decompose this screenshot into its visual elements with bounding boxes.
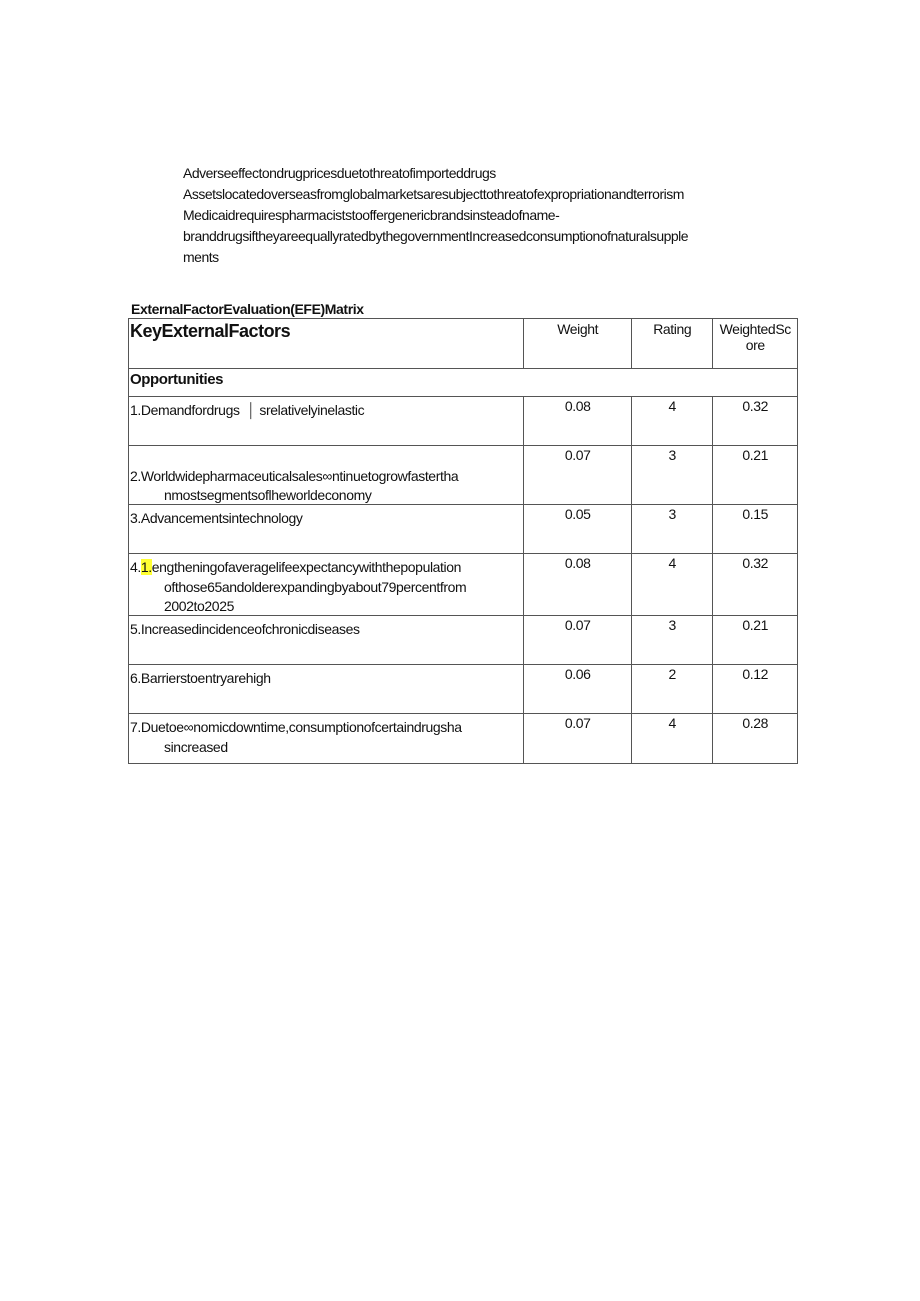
score-cell: 0.21: [713, 446, 798, 505]
section-row: [129, 369, 798, 397]
factor-cell: [129, 714, 524, 764]
factor-number: 4.: [130, 559, 141, 575]
factor-cell: 3.Advancementsintechnology: [129, 505, 524, 554]
table-row: [129, 616, 798, 665]
score-cell: 0.15: [713, 505, 798, 554]
intro-line: ments: [183, 249, 219, 265]
factor-text-continued: nmostsegmentsoflheworldeconomy: [164, 487, 372, 503]
score-cell: 0.21: [713, 616, 798, 665]
header-rating: Rating: [632, 319, 713, 369]
header-weighted-score-line1: WeightedSc: [719, 321, 791, 337]
table-row: [129, 446, 798, 505]
weight-cell: 0.08: [524, 397, 632, 446]
table-row: [129, 397, 798, 446]
factor-cell: [129, 397, 524, 446]
factor-text-continued: ofthose65andolderexpandingbyabout79percentfrom: [164, 579, 467, 595]
matrix-title: ExternalFactorEvaluation(EFE)Matrix: [131, 301, 364, 317]
rating-cell: 3: [632, 446, 713, 505]
intro-line: branddrugsiftheyareequallyratedbythegovernmentIncreasedconsumptionofnaturalsupple: [183, 228, 689, 244]
factor-text: srelativelyinelastic: [259, 402, 365, 418]
factor-text: engtheningofaveragelifeexpectancywiththepopulation: [151, 559, 462, 575]
factor-text: 1.Demandfordrugs: [130, 402, 240, 418]
weight-cell: 0.07: [524, 616, 632, 665]
header-weight: Weight: [524, 319, 632, 369]
factor-text-continued: 2002to2025: [164, 598, 234, 614]
efe-matrix-table: [128, 318, 798, 764]
section-opportunities: Opportunities: [129, 369, 798, 397]
table-row: [129, 714, 798, 764]
factor-cell: 6.Barrierstoentryarehigh: [129, 665, 524, 714]
header-key-external-factors: KeyExternalFactors: [129, 319, 524, 369]
score-cell: 0.32: [713, 397, 798, 446]
header-weighted-score-line2: ore: [745, 337, 765, 353]
table-row: [129, 554, 798, 616]
header-weighted-score: [713, 319, 798, 369]
rating-cell: 2: [632, 665, 713, 714]
intro-line: Medicaidrequirespharmaciststooffergenericbrandsinsteadofname-: [183, 207, 560, 223]
score-cell: 0.32: [713, 554, 798, 616]
score-cell: 0.28: [713, 714, 798, 764]
text-bar: │: [247, 402, 256, 418]
table-row: [129, 665, 798, 714]
score-cell: 0.12: [713, 665, 798, 714]
factor-text-continued: sincreased: [164, 739, 228, 755]
weight-cell: 0.07: [524, 446, 632, 505]
header-row: [129, 319, 798, 369]
highlighted-text: 1.: [140, 559, 152, 575]
rating-cell: 3: [632, 616, 713, 665]
factor-text: 2.Worldwidepharmaceuticalsales∞ntinuetogrowfastertha: [130, 468, 459, 484]
rating-cell: 4: [632, 554, 713, 616]
intro-line: Assetslocatedoverseasfromglobalmarketsaresubjecttothreatofexpropriationandterrorism: [183, 186, 684, 202]
weight-cell: 0.07: [524, 714, 632, 764]
intro-threats-list: [183, 163, 793, 268]
factor-cell: 5.Increasedincidenceofchronicdiseases: [129, 616, 524, 665]
factor-text: 7.Duetoe∞nomicdowntime,consumptionofcertaindrugsha: [130, 719, 462, 735]
rating-cell: 4: [632, 397, 713, 446]
weight-cell: 0.08: [524, 554, 632, 616]
rating-cell: 3: [632, 505, 713, 554]
factor-cell: [129, 446, 524, 505]
factor-cell: [129, 554, 524, 616]
intro-line: Adverseeffectondrugpricesduetothreatofimporteddrugs: [183, 165, 496, 181]
rating-cell: 4: [632, 714, 713, 764]
weight-cell: 0.05: [524, 505, 632, 554]
table-row: [129, 505, 798, 554]
weight-cell: 0.06: [524, 665, 632, 714]
